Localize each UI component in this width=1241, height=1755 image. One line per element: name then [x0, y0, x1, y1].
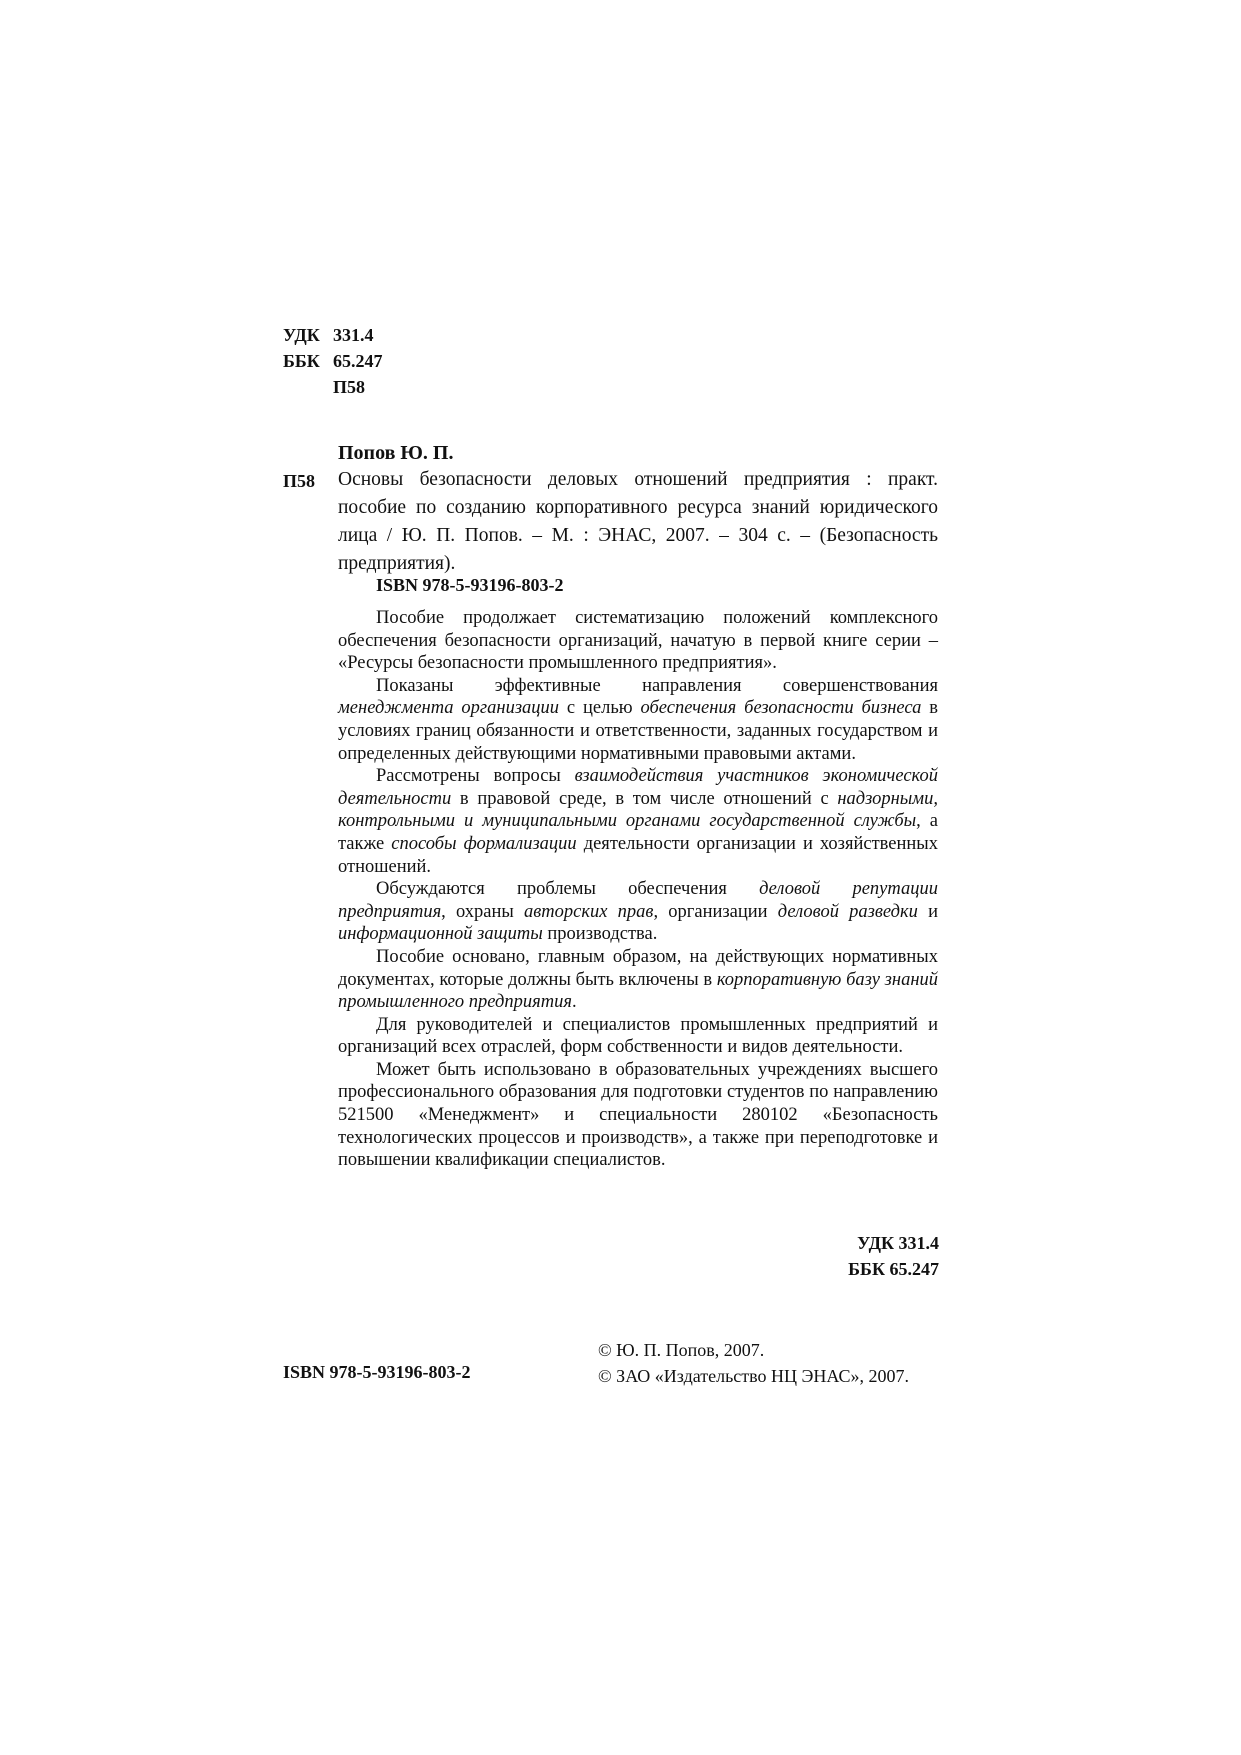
bbk-value: 65.247: [333, 351, 383, 371]
author-mark-side: П58: [283, 471, 316, 491]
classification-block: [283, 322, 383, 400]
author-heading: Попов Ю. П.: [338, 442, 454, 464]
copyright-publisher: © ЗАО «Издательство НЦ ЭНАС», 2007.: [598, 1366, 910, 1386]
udk-value: 331.4: [333, 325, 374, 345]
bbk-label: ББК: [283, 351, 320, 371]
copyright-block: [598, 1337, 909, 1389]
abstract-paragraph-6: Для руководителей и специалистов промышленных предприятий и организаций всех отраслей, форм собственности и видов деятельности.: [338, 1014, 938, 1058]
classification-bottom: [848, 1230, 939, 1282]
udk-label: УДК: [283, 325, 320, 345]
isbn-bottom: ISBN 978-5-93196-803-2: [283, 1362, 471, 1382]
bbk-bottom: ББК 65.247: [848, 1259, 939, 1279]
udk-bottom: УДК 331.4: [857, 1233, 939, 1253]
abstract-paragraph-3: Рассмотрены вопросы взаимодействия участников экономической деятельности в правовой среде, в том числе отношений с надзорными, контрольными и муниципальными органами государственной службы, а также способы формализации деятельности организации и хозяйственных отношений.: [338, 766, 938, 877]
abstract-paragraph-2: Показаны эффективные направления совершенствования менеджмента организации с целью обеспечения безопасности бизнеса в условиях границ обязанности и ответственности, заданных государством и определенных действующими нормативными правовыми актами.: [338, 675, 939, 764]
abstract-paragraph-5: Пособие основано, главным образом, на действующих нормативных документах, которые должны быть включены в корпоративную базу знаний промышленного предприятия.: [338, 946, 938, 1013]
copyright-author: © Ю. П. Попов, 2007.: [598, 1340, 765, 1360]
isbn-top: ISBN 978-5-93196-803-2: [376, 575, 564, 595]
bibliographic-description: Основы безопасности деловых отношений предприятия : практ. пособие по созданию корпоративного ресурса знаний юридического лица / Ю. П. Попов. – М. : ЭНАС, 2007. – 304 с. – (Безопасность предприятия).: [338, 469, 938, 574]
abstract: [338, 607, 938, 1172]
udk-line: [283, 322, 383, 348]
author-mark-line: [283, 374, 383, 400]
abstract-paragraph-1: Пособие продолжает систематизацию положений комплексного обеспечения безопасности организаций, начатую в первой книге серии – «Ресурсы безопасности промышленного предприятия».: [338, 608, 938, 674]
abstract-paragraph-4: Обсуждаются проблемы обеспечения деловой репутации предприятия, охраны авторских прав, организации деловой разведки и информационной защиты производства.: [338, 879, 938, 945]
author-mark: П58: [333, 377, 366, 397]
abstract-paragraph-7: Может быть использовано в образовательных учреждениях высшего профессионального образования для подготовки студентов по направлению 521500 «Менеджмент» и специальности 280102 «Безопасность технологических процессов и производств», а также при переподготовке и повышении квалификации специалистов.: [338, 1059, 938, 1171]
bbk-line: [283, 348, 383, 374]
